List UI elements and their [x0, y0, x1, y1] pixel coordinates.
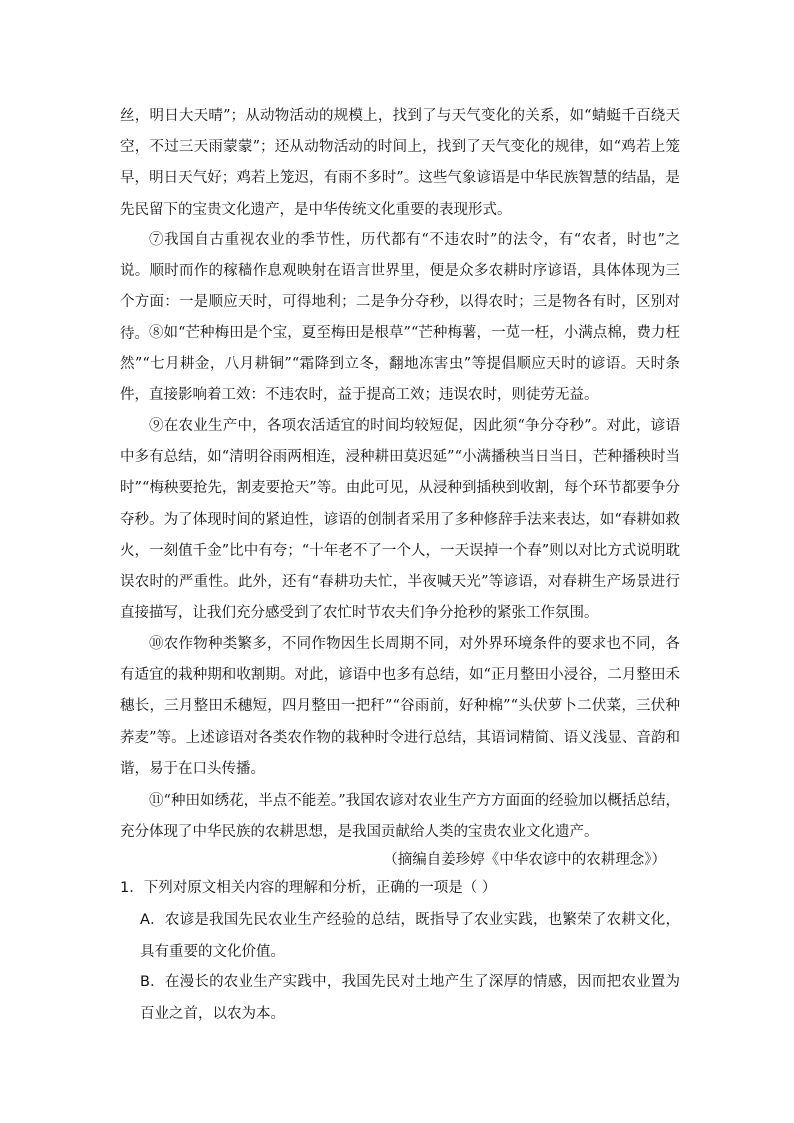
question-stem: 1．下列对原文相关内容的理解和分析，正确的一项是（ ）	[120, 880, 497, 896]
question-option-b[interactable]: B．在漫长的农业生产实践中，我国先民对土地产生了深厚的情感，因而把农业置为百业之首，以农为本。	[140, 974, 680, 1022]
article-source: （摘编自姜珍婷《中华农谚中的农耕理念》）	[383, 852, 666, 868]
article-paragraph-7: ⑦我国自古重视农业的季节性，历代都有“不违农时”的法令，有“农者，时也”之说。顺时而作的稼穑作息观映射在语言世界里，便是众多农耕时序谚语，具体体现为三个方面：一是顺应天时，可得地利；二是争分夺秒，以得农时；三是物各有时，区别对待。	[120, 232, 680, 342]
article-paragraph-10: ⑩农作物种类繁多，不同作物因生长周期不同，对外界环境条件的要求也不同，各有适宜的栽种期和收割期。对此，谚语中也多有总结，如“正月整田小浸谷，二月整田禾穗长，三月整田禾穗短，四月整田一把秆”“谷雨前，好种棉”“头伏萝卜二伏菜，三伏种荞麦”等。上述谚语对各类农作物的栽种时令进行总结，其语词精简、语义浅显、音韵和谐，易于在口头传播。	[120, 636, 680, 777]
article-paragraph-6-continued: 丝，明日大天晴”；从动物活动的规模上，找到了与天气变化的关系，如“蜻蜓千百绕天空，不过三天雨蒙蒙”；还从动物活动的时间上，找到了天气变化的规律，如“鸡若上笼早，明日天气好；鸡若上笼迟，有雨不多时”。这些气象谚语是中华民族智慧的结晶，是先民留下的宝贵文化遗产，是中华传统文化重要的表现形式。	[120, 108, 680, 218]
article-paragraph-9: ⑨在农业生产中，各项农活适宜的时间均较短促，因此须“争分夺秒”。对此，谚语中多有总结，如“清明谷雨两相连，浸种耕田莫迟延”“小满播秧当日当日，芒种播秧时当时”“梅秧要抢先，割麦要抢天”等。由此可见，从浸种到插秧到收割，每个环节都要争分夺秒。为了体现时间的紧迫性，谚语的创制者采用了多种修辞手法来表达，如“春耕如救火，一刻值千金”比中有夸；“十年老不了一个人，一天误掉一个春”则以对比方式说明耽误农时的严重性。此外，还有“春耕功夫忙，半夜喊天光”等谚语，对春耕生产场景进行直接描写，让我们充分感受到了农忙时节农夫们争分抢秒的紧张工作氛围。	[120, 418, 680, 622]
question-option-a[interactable]: A．农谚是我国先民农业生产经验的总结，既指导了农业实践，也繁荣了农耕文化，具有重要的文化价值。	[140, 912, 680, 960]
article-paragraph-11: ⑪“种田如绣花，半点不能差。”我国农谚对农业生产方方面面的经验加以概括总结，充分体现了中华民族的农耕思想，是我国贡献给人类的宝贵农业文化遗产。	[120, 793, 680, 841]
article-paragraph-8: ⑧如“芒种梅田是个宝，夏至梅田是根草”“芒种梅薯，一苋一枉，小满点棉，费力枉然”“七月耕金，八月耕铜”“霜降到立冬，翻地冻害虫”等提倡顺应天时的谚语。天时条件，直接影响着工效：不违农时，益于提高工效；违误农时，则徒劳无益。	[120, 325, 680, 404]
